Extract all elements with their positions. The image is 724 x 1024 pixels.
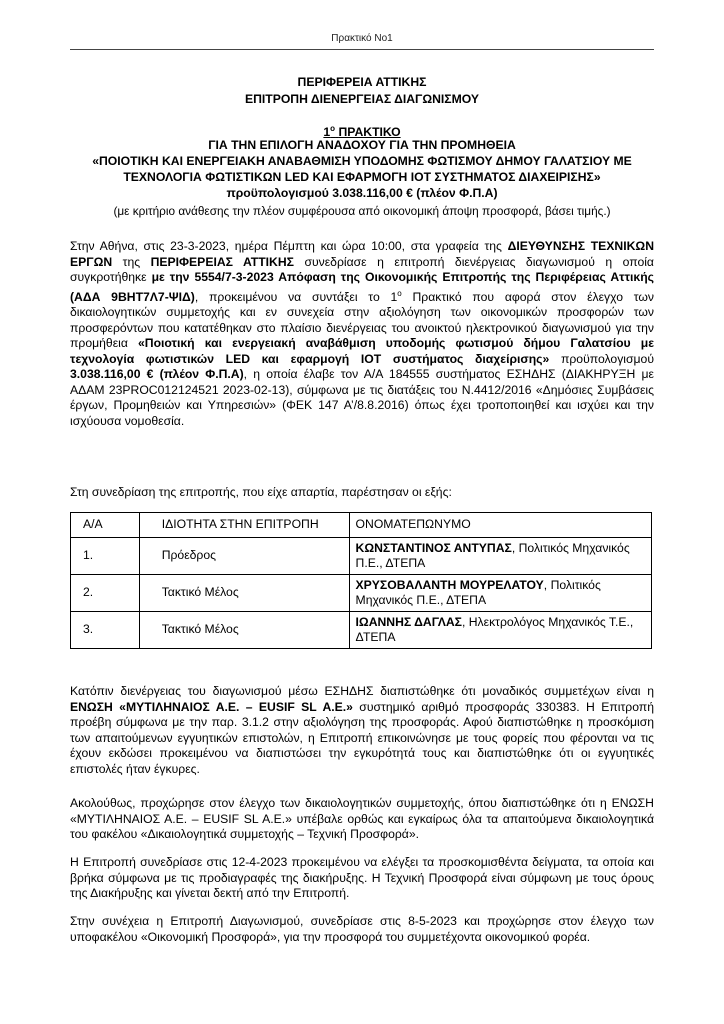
table-row (71, 612, 652, 649)
member-title: , Ηλεκτρολόγος Μηχανικός Τ.Ε., ΔΤΕΠΑ (355, 614, 634, 644)
intro-paragraph: Στην Αθήνα, στις 23-3-2023, ημέρα Πέμπτη και ώρα 10:00, στα γραφεία της ΔΙΕΥΘΥΝΣΗΣ ΤΕΧΝΙΚΩΝ ΕΡΓΩΝ της ΠΕΡΙΦΕΡΕΙΑΣ ΑΤΤΙΚΗΣ συνεδρίασε η επιτροπή διενέργειας διαγωνισμού η οποία συγκροτήθηκε με την 5554/7-3-2023 Απόφαση της Οικονομικής Επιτροπής της Περιφέρειας Αττικής (ΑΔΑ 9ΒΗΤ7Λ7-ΨΙΔ), προκειμένου να συντάξει το $1^o$ Πρακτικό που αφορά στον έλεγχο των δικαιολογητικών συμμετοχής και εν συνεχεία στην αξιολόγηση των οικονομικών προσφορών των προσφερόντων που κατατέθηκαν στο πλαίσιο διενέργειας του ανοικτού ηλεκτρονικού διαγωνισμού για την προμήθεια «Ποιοτική και ενεργειακή αναβάθμιση υποδομής φωτισμού δήμου Γαλατσίου με τεχνολογία φωτιστικών LED και εφαρμογή IOT συστήματος διαχείρισης» προϋπολογισμού 3.038.116,00 € (πλέον Φ.Π.Α), η οποία έλαβε τον Α/Α 184555 συστήματος ΕΣΗΔΗΣ (ΔΙΑΚΗΡΥΞΗ με ΑΔΑΜ 23PROC012124521 2023-02-13), σύμφωνα με τις διατάξεις του Ν.4412/2016 «Δημόσιες Συμβάσεις έργων, Προμηθειών και Υπηρεσιών» (ΦΕΚ 147 Α’/8.8.2016) όπως έχει τροποποιηθεί και ισχύει και την ισχύουσα νομοθεσία. (70, 239, 654, 428)
row-role: Πρόεδρος (139, 538, 349, 575)
row-member (349, 538, 651, 575)
header-cell-number: Α/Α (71, 513, 140, 538)
member-name: ΧΡΥΣΟΒΑΛΑΝΤΗ ΜΟΥΡΕΛΑΤΟΥ (355, 577, 544, 592)
documents-check-paragraph: Ακολούθως, προχώρησε στον έλεγχο των δικαιολογητικών συμμετοχής, όπου διαπιστώθηκε ότι η ΕΝΩΣΗ «ΜΥΤΙΛΗΝΑΙΟΣ Α.Ε. – EUSIF SL A.E.» υπέβαλε ορθώς και εγκαίρως όλα τα απαιτούμενα δικαιολογητικά του φακέλου «Δικαιολογητικά συμμετοχής – Τεχνική Προσφορά». (70, 796, 654, 841)
row-number: 2. (71, 575, 140, 612)
evaluation-paragraph: Κατόπιν διενέργειας του διαγωνισμού μέσω ΕΣΗΔΗΣ διαπιστώθηκε ότι μοναδικός συμμετέχων είναι η ΕΝΩΣΗ «ΜΥΤΙΛΗΝΑΙΟΣ Α.Ε. – EUSIF SL A.E.» συστημικό αριθμό προσφοράς 330383. Η Επιτροπή προέβη σύμφωνα με την παρ. 3.1.2 στην αξιολόγηση της προσφοράς. Αφού διαπιστώθηκε η προσκόμιση των απαιτούμενων εγγυητικών επιστολών, η Επιτροπή επικοινώνησε με τους φορείς που φέρονται να τις έχουν εκδώσει προκειμένου να διαπιστώσει την εγκυρότητά τους και διαπιστώθηκε ότι οι εγγυητικές επιστολές ήταν έγκυρες. (70, 684, 654, 776)
member-name: ΙΩΑΝΝΗΣ ΔΑΓΛΑΣ (355, 614, 462, 629)
header-divider (70, 49, 654, 50)
row-member (349, 612, 651, 649)
title-line-3: «ΠΟΙΟΤΙΚΗ ΚΑΙ ΕΝΕΡΓΕΙΑΚΗ ΑΝΑΒΑΘΜΙΣΗ ΥΠΟΔΟΜΗΣ ΦΩΤΙΣΜΟΥ ΔΗΜΟΥ ΓΑΛΑΤΣΙΟΥ ΜΕ (92, 154, 632, 168)
authority-name: ΠΕΡΙΦΕΡΕΙΑ ΑΤΤΙΚΗΣ (297, 75, 427, 89)
budget-line: προϋπολογισμού 3.038.116,00 € (πλέον Φ.Π.Α) (226, 186, 498, 200)
header-cell-name: ΟΝΟΜΑΤΕΠΩΝΥΜΟ (349, 513, 651, 538)
committee-name: ΕΠΙΤΡΟΠΗ ΔΙΕΝΕΡΓΕΙΑΣ ΔΙΑΓΩΝΙΣΜΟΥ (244, 92, 480, 106)
financial-offer-paragraph: Στην συνέχεια η Επιτροπή Διαγωνισμού, συνεδρίασε στις 8-5-2023 και προχώρησε στον έλεγχο των υποφακέλου «Οικονομική Προσφορά», για την προσφορά του συμμετέχοντα οικονομικού φορέα. (70, 914, 654, 944)
table-row (71, 575, 652, 612)
member-name: ΚΩΝΣΤΑΝΤΙΝΟΣ ΑΝΤΥΠΑΣ (355, 540, 512, 555)
member-title: , Πολιτικός Μηχανικός Π.Ε., ΔΤΕΠΑ (355, 540, 630, 570)
committee-members-table (70, 512, 652, 649)
table-header-row (71, 513, 652, 538)
technical-offer-paragraph: Η Επιτροπή συνεδρίασε στις 12-4-2023 προκειμένου να ελέγξει τα προσκομισθέντα δείγματα, τα οποία και βρήκα σύμφωνα με τις προδιαγραφές της διακήρυξης. Η Τεχνική Προσφορά είναι σύμφωνη με τους όρους της Διακήρυξης και γίνεται δεκτή από την Επιτροπή. (70, 855, 654, 900)
table-row (71, 538, 652, 575)
minutes-number: $1^o$ ΠΡΑΚΤΙΚΟ (323, 124, 401, 140)
header-cell-role: ΙΔΙΟΤΗΤΑ ΣΤΗΝ ΕΠΙΤΡΟΠΗ (139, 513, 349, 538)
row-member (349, 575, 651, 612)
attendance-text: Στη συνεδρίαση της επιτροπής, που είχε απαρτία, παρέστησαν οι εξής: (70, 485, 452, 499)
row-number: 1. (71, 538, 140, 575)
member-title: , Πολιτικός Μηχανικός Π.Ε., ΔΤΕΠΑ (355, 577, 601, 607)
award-criterion: (με κριτήριο ανάθεσης την πλέον συμφέρουσα από οικονομική άποψη προσφορά, βάσει τιμής.) (113, 204, 611, 218)
row-number: 3. (71, 612, 140, 649)
row-role: Τακτικό Μέλος (139, 575, 349, 612)
row-role: Τακτικό Μέλος (139, 612, 349, 649)
title-line-4: ΤΕΧΝΟΛΟΓΙΑ ΦΩΤΙΣΤΙΚΩΝ LED ΚΑΙ ΕΦΑΡΜΟΓΗ ΙΟΤ ΣΥΣΤΗΜΑΤΟΣ ΔΙΑΧΕΙΡΙΣΗΣ» (123, 170, 601, 184)
title-line-2: ΓΙΑ ΤΗΝ ΕΠΙΛΟΓΗ ΑΝΑΔΟΧΟΥ ΓΙΑ ΤΗΝ ΠΡΟΜΗΘΕΙΑ (208, 138, 516, 152)
page-header: Πρακτικό Νο1 (331, 33, 393, 44)
